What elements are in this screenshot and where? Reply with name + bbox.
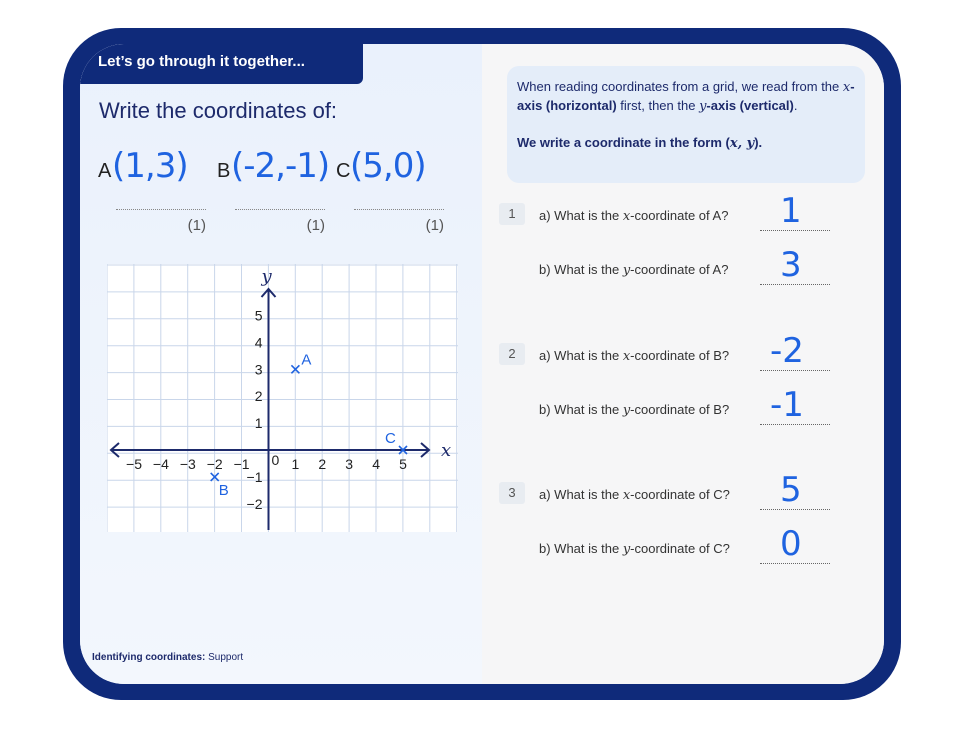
answer-line (235, 209, 325, 210)
question-text: a) What is the x-coordinate of B? (539, 348, 730, 364)
x-tick-label: −3 (179, 456, 196, 472)
footer (92, 652, 243, 663)
coordinate-letter: B (217, 160, 231, 182)
right-pane (482, 44, 884, 684)
answer-value[interactable]: 0 (780, 524, 802, 564)
page-title: Write the coordinates of: (99, 98, 338, 123)
question-text: a) What is the x-coordinate of A? (539, 208, 729, 224)
answer-line (760, 230, 830, 231)
question-number: 2 (499, 343, 525, 365)
left-pane (80, 44, 482, 684)
answer-line (760, 424, 830, 425)
y-tick-label: −2 (246, 495, 263, 512)
answer-value[interactable]: 5 (780, 470, 802, 510)
x-axis-label: x (441, 440, 452, 461)
point-label-b: B (218, 481, 229, 499)
y-tick-label: 3 (254, 361, 263, 378)
y-tick-label: 4 (254, 334, 263, 351)
answer-line (760, 370, 830, 371)
y-axis-label: y (261, 266, 272, 287)
x-tick-label: −5 (126, 456, 142, 472)
y-tick-label: −1 (246, 468, 263, 485)
x-tick-label: −4 (152, 456, 169, 472)
coordinate-answer[interactable]: (1,3) (112, 146, 188, 186)
coordinate-letter: A (98, 160, 112, 182)
point-label-c: C (385, 430, 396, 447)
question-number: 3 (499, 482, 525, 504)
question-text: a) What is the x-coordinate of C? (539, 487, 730, 503)
mark-label: (1) (306, 217, 325, 234)
question-number: 1 (499, 203, 525, 225)
coordinate-answer[interactable]: (-2,-1) (231, 146, 330, 186)
y-tick-label: 5 (254, 307, 263, 324)
info-text: When reading coordinates from a grid, we read from the x-axis (horizontal) first, then the y-axis (vertical). (517, 79, 855, 114)
x-tick-label: 4 (372, 456, 380, 472)
coordinate-answer[interactable]: (5,0) (350, 146, 426, 186)
x-tick-label: 2 (318, 456, 327, 472)
footer-topic: Identifying coordinates: (92, 652, 206, 663)
x-tick-label: 1 (291, 456, 300, 472)
answer-line (116, 209, 206, 210)
coordinate-b (217, 146, 330, 234)
x-tick-label: −1 (233, 456, 250, 472)
question-text: b) What is the y-coordinate of A? (539, 262, 729, 278)
answer-value[interactable]: -2 (770, 331, 804, 371)
answer-line (760, 563, 830, 564)
info-form: We write a coordinate in the form (x, y). (517, 135, 763, 151)
y-tick-label: 2 (254, 388, 263, 405)
point-label-a: A (301, 351, 312, 369)
answer-line (760, 509, 830, 510)
question-text: b) What is the y-coordinate of C? (539, 541, 730, 557)
answer-line (354, 209, 444, 210)
x-tick-label: 3 (345, 456, 354, 472)
mark-label: (1) (425, 217, 444, 234)
mark-label: (1) (187, 217, 206, 234)
x-tick-label: 5 (399, 456, 407, 472)
y-tick-label: 1 (254, 415, 263, 432)
banner: Let’s go through it together... (80, 44, 363, 84)
x-tick-label: −2 (206, 456, 223, 472)
footer-type: Support (205, 652, 244, 663)
origin-label: 0 (271, 452, 280, 468)
coordinate-grid-svg (107, 264, 458, 532)
coordinate-letter: C (336, 160, 351, 182)
answer-value[interactable]: 1 (780, 191, 802, 231)
question-text: b) What is the y-coordinate of B? (539, 402, 730, 418)
answer-line (760, 284, 830, 285)
info-box (507, 66, 865, 183)
coordinate-a (98, 146, 206, 234)
coordinate-grid (107, 264, 458, 532)
coordinate-c (336, 146, 444, 234)
lesson-card (80, 44, 884, 684)
answer-value[interactable]: -1 (770, 385, 804, 425)
answer-value[interactable]: 3 (780, 245, 802, 285)
